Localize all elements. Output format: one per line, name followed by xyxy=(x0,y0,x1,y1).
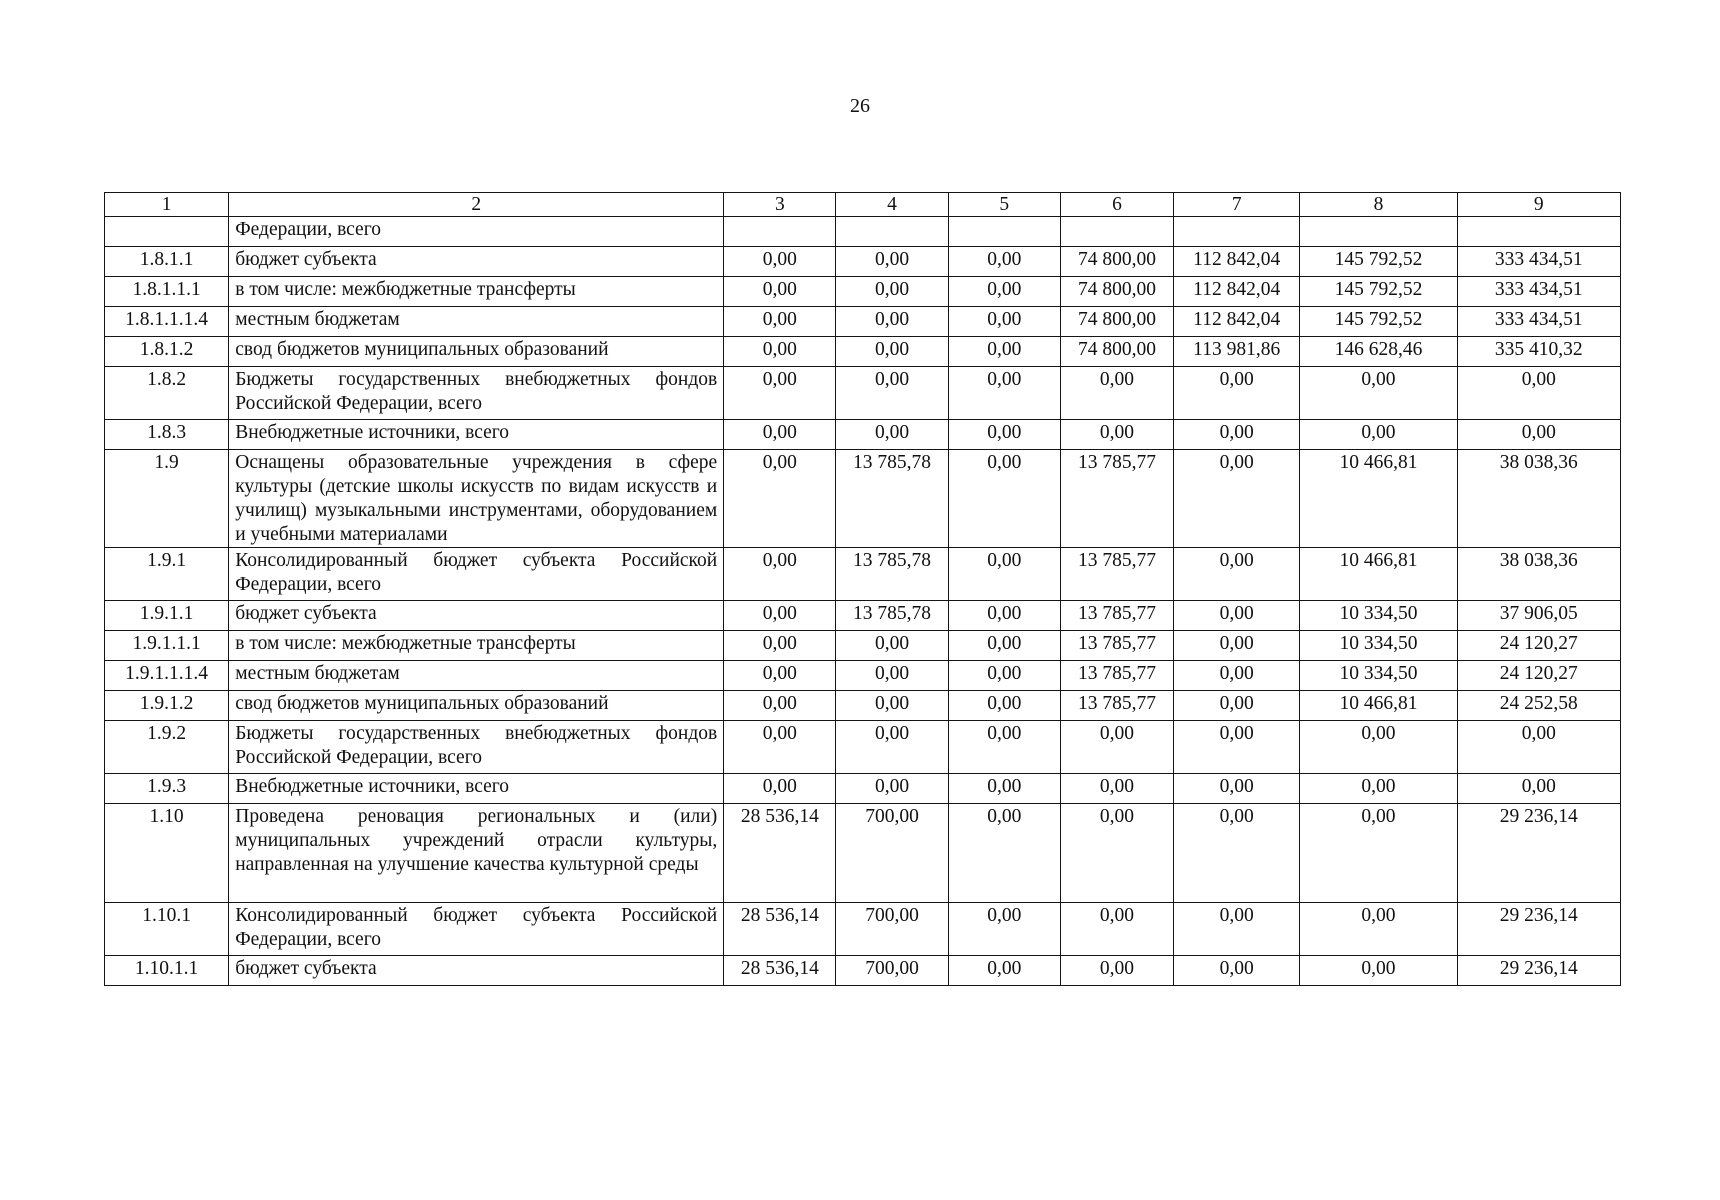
row-value: 0,00 xyxy=(1174,691,1300,721)
table-row xyxy=(105,691,1621,721)
row-value: 10 334,50 xyxy=(1300,661,1457,691)
row-code: 1.9.1.1 xyxy=(105,601,229,631)
column-number-header: 8 xyxy=(1300,193,1457,217)
row-name: в том числе: межбюджетные трансферты xyxy=(229,631,724,661)
table-row xyxy=(105,956,1621,986)
row-value: 145 792,52 xyxy=(1300,307,1457,337)
row-value: 28 536,14 xyxy=(724,903,836,956)
row-value xyxy=(1174,217,1300,247)
row-value: 335 410,32 xyxy=(1457,337,1620,367)
row-code: 1.9.1.2 xyxy=(105,691,229,721)
row-code: 1.8.1.2 xyxy=(105,337,229,367)
row-name: Проведена реновация региональных и (или) муниципальных учреждений отрасли культуры, направленная на улучшение качества культурной среды xyxy=(229,804,724,903)
row-value: 333 434,51 xyxy=(1457,307,1620,337)
row-value: 0,00 xyxy=(1174,548,1300,601)
row-name: Бюджеты государственных внебюджетных фондов Российской Федерации, всего xyxy=(229,367,724,420)
row-value: 0,00 xyxy=(948,548,1060,601)
table-row xyxy=(105,337,1621,367)
row-value: 0,00 xyxy=(1457,721,1620,774)
row-code xyxy=(105,217,229,247)
column-number-header: 3 xyxy=(724,193,836,217)
row-value: 0,00 xyxy=(948,601,1060,631)
row-value: 0,00 xyxy=(836,367,948,420)
row-name: в том числе: межбюджетные трансферты xyxy=(229,277,724,307)
row-code: 1.9.1 xyxy=(105,548,229,601)
row-value: 0,00 xyxy=(724,548,836,601)
row-value: 74 800,00 xyxy=(1060,337,1173,367)
row-value: 29 236,14 xyxy=(1457,804,1620,903)
row-code: 1.9 xyxy=(105,450,229,548)
budget-table xyxy=(104,192,1621,986)
row-code: 1.8.1.1.1 xyxy=(105,277,229,307)
row-value: 24 252,58 xyxy=(1457,691,1620,721)
row-value: 28 536,14 xyxy=(724,804,836,903)
row-value: 0,00 xyxy=(948,247,1060,277)
row-value: 146 628,46 xyxy=(1300,337,1457,367)
row-value: 13 785,77 xyxy=(1060,661,1173,691)
table-row xyxy=(105,217,1621,247)
row-value: 13 785,77 xyxy=(1060,601,1173,631)
column-number-header: 1 xyxy=(105,193,229,217)
row-value: 0,00 xyxy=(1174,661,1300,691)
table-row xyxy=(105,661,1621,691)
row-value: 10 334,50 xyxy=(1300,631,1457,661)
row-value: 13 785,78 xyxy=(836,601,948,631)
row-name: бюджет субъекта xyxy=(229,601,724,631)
row-value: 0,00 xyxy=(724,661,836,691)
row-value: 0,00 xyxy=(724,774,836,804)
row-value: 0,00 xyxy=(948,631,1060,661)
row-value: 0,00 xyxy=(724,631,836,661)
row-value xyxy=(1060,217,1173,247)
column-number-header: 5 xyxy=(948,193,1060,217)
row-value: 0,00 xyxy=(1174,631,1300,661)
row-value: 0,00 xyxy=(1174,804,1300,903)
row-name: Внебюджетные источники, всего xyxy=(229,774,724,804)
row-code: 1.9.3 xyxy=(105,774,229,804)
row-value: 24 120,27 xyxy=(1457,661,1620,691)
row-value: 0,00 xyxy=(836,337,948,367)
table-row xyxy=(105,774,1621,804)
row-value: 0,00 xyxy=(948,956,1060,986)
row-value: 0,00 xyxy=(1300,804,1457,903)
row-value: 0,00 xyxy=(724,337,836,367)
row-value: 333 434,51 xyxy=(1457,277,1620,307)
row-value: 0,00 xyxy=(1174,903,1300,956)
column-number-header: 7 xyxy=(1174,193,1300,217)
row-name: Оснащены образовательные учреждения в сфере культуры (детские школы искусств по видам искусств и училищ) музыкальными инструментами, оборудованием и учебными материалами xyxy=(229,450,724,548)
row-name: Консолидированный бюджет субъекта Российской Федерации, всего xyxy=(229,903,724,956)
row-value: 13 785,78 xyxy=(836,548,948,601)
row-value: 0,00 xyxy=(1060,367,1173,420)
row-value: 0,00 xyxy=(724,247,836,277)
row-value: 0,00 xyxy=(1300,420,1457,450)
table-row xyxy=(105,548,1621,601)
row-name: свод бюджетов муниципальных образований xyxy=(229,691,724,721)
row-value: 10 334,50 xyxy=(1300,601,1457,631)
row-value xyxy=(1457,217,1620,247)
row-code: 1.10.1 xyxy=(105,903,229,956)
row-value: 0,00 xyxy=(948,804,1060,903)
row-value: 0,00 xyxy=(724,277,836,307)
row-value: 0,00 xyxy=(724,450,836,548)
row-value: 0,00 xyxy=(1457,367,1620,420)
row-value: 0,00 xyxy=(1457,774,1620,804)
row-value: 24 120,27 xyxy=(1457,631,1620,661)
row-value: 10 466,81 xyxy=(1300,548,1457,601)
row-value: 0,00 xyxy=(836,661,948,691)
row-value xyxy=(948,217,1060,247)
row-value: 0,00 xyxy=(948,277,1060,307)
row-value: 700,00 xyxy=(836,804,948,903)
row-value: 0,00 xyxy=(724,691,836,721)
row-value: 0,00 xyxy=(948,367,1060,420)
row-name: Внебюджетные источники, всего xyxy=(229,420,724,450)
row-code: 1.8.2 xyxy=(105,367,229,420)
row-value: 333 434,51 xyxy=(1457,247,1620,277)
row-value: 0,00 xyxy=(836,721,948,774)
row-value: 0,00 xyxy=(1060,721,1173,774)
row-value: 0,00 xyxy=(948,661,1060,691)
row-value: 145 792,52 xyxy=(1300,277,1457,307)
table-row xyxy=(105,367,1621,420)
row-value: 0,00 xyxy=(836,774,948,804)
row-value: 0,00 xyxy=(1174,450,1300,548)
row-value: 0,00 xyxy=(1174,774,1300,804)
row-code: 1.8.3 xyxy=(105,420,229,450)
row-value: 38 038,36 xyxy=(1457,450,1620,548)
row-value: 0,00 xyxy=(1060,804,1173,903)
table-row xyxy=(105,420,1621,450)
row-value: 0,00 xyxy=(836,631,948,661)
row-value: 112 842,04 xyxy=(1174,307,1300,337)
row-value: 0,00 xyxy=(1457,420,1620,450)
table-row xyxy=(105,631,1621,661)
row-name: бюджет субъекта xyxy=(229,247,724,277)
table-row xyxy=(105,450,1621,548)
row-code: 1.10 xyxy=(105,804,229,903)
row-value: 0,00 xyxy=(724,721,836,774)
row-value xyxy=(1300,217,1457,247)
row-value: 0,00 xyxy=(948,307,1060,337)
column-number-header-row xyxy=(105,193,1621,217)
row-value: 0,00 xyxy=(836,307,948,337)
row-value: 0,00 xyxy=(724,307,836,337)
table-row xyxy=(105,247,1621,277)
row-value: 0,00 xyxy=(1060,903,1173,956)
row-value: 0,00 xyxy=(1060,956,1173,986)
row-name: Бюджеты государственных внебюджетных фондов Российской Федерации, всего xyxy=(229,721,724,774)
row-value: 0,00 xyxy=(1060,774,1173,804)
row-value: 13 785,77 xyxy=(1060,631,1173,661)
page-number: 26 xyxy=(850,95,870,117)
table-row xyxy=(105,277,1621,307)
row-value: 0,00 xyxy=(948,337,1060,367)
row-value: 0,00 xyxy=(948,774,1060,804)
row-value: 0,00 xyxy=(948,420,1060,450)
row-value: 0,00 xyxy=(1174,956,1300,986)
row-value: 112 842,04 xyxy=(1174,247,1300,277)
row-name: свод бюджетов муниципальных образований xyxy=(229,337,724,367)
row-value: 0,00 xyxy=(1300,367,1457,420)
row-value: 0,00 xyxy=(724,367,836,420)
row-value: 0,00 xyxy=(948,450,1060,548)
row-value: 0,00 xyxy=(1300,956,1457,986)
row-value: 0,00 xyxy=(836,277,948,307)
table-row xyxy=(105,721,1621,774)
row-value: 0,00 xyxy=(1300,721,1457,774)
row-value: 145 792,52 xyxy=(1300,247,1457,277)
row-name: Консолидированный бюджет субъекта Российской Федерации, всего xyxy=(229,548,724,601)
column-number-header: 6 xyxy=(1060,193,1173,217)
table-row xyxy=(105,601,1621,631)
row-code: 1.8.1.1 xyxy=(105,247,229,277)
table-row xyxy=(105,804,1621,903)
row-value: 700,00 xyxy=(836,903,948,956)
row-code: 1.9.1.1.1 xyxy=(105,631,229,661)
row-value: 0,00 xyxy=(948,903,1060,956)
row-value: 0,00 xyxy=(724,601,836,631)
table-body xyxy=(105,193,1621,986)
row-name: местным бюджетам xyxy=(229,307,724,337)
row-value: 700,00 xyxy=(836,956,948,986)
row-value: 0,00 xyxy=(724,420,836,450)
row-value: 0,00 xyxy=(1174,367,1300,420)
row-value: 38 038,36 xyxy=(1457,548,1620,601)
row-value: 29 236,14 xyxy=(1457,903,1620,956)
row-value: 0,00 xyxy=(1300,774,1457,804)
row-value: 0,00 xyxy=(948,721,1060,774)
row-code: 1.8.1.1.1.4 xyxy=(105,307,229,337)
row-value: 0,00 xyxy=(1060,420,1173,450)
row-value: 0,00 xyxy=(1300,903,1457,956)
row-value: 37 906,05 xyxy=(1457,601,1620,631)
row-value: 74 800,00 xyxy=(1060,277,1173,307)
row-value: 13 785,78 xyxy=(836,450,948,548)
row-value: 13 785,77 xyxy=(1060,450,1173,548)
row-value: 0,00 xyxy=(836,691,948,721)
row-value: 0,00 xyxy=(836,247,948,277)
table-row xyxy=(105,903,1621,956)
row-value: 0,00 xyxy=(836,420,948,450)
column-number-header: 4 xyxy=(836,193,948,217)
row-value: 74 800,00 xyxy=(1060,307,1173,337)
row-code: 1.9.1.1.1.4 xyxy=(105,661,229,691)
table-row xyxy=(105,307,1621,337)
row-value: 0,00 xyxy=(1174,420,1300,450)
row-value: 0,00 xyxy=(1174,721,1300,774)
column-number-header: 9 xyxy=(1457,193,1620,217)
row-value: 28 536,14 xyxy=(724,956,836,986)
row-value: 10 466,81 xyxy=(1300,691,1457,721)
row-value: 113 981,86 xyxy=(1174,337,1300,367)
row-value: 112 842,04 xyxy=(1174,277,1300,307)
row-value: 10 466,81 xyxy=(1300,450,1457,548)
row-name: бюджет субъекта xyxy=(229,956,724,986)
row-code: 1.10.1.1 xyxy=(105,956,229,986)
row-name: Федерации, всего xyxy=(229,217,724,247)
row-value: 0,00 xyxy=(948,691,1060,721)
row-code: 1.9.2 xyxy=(105,721,229,774)
row-value: 0,00 xyxy=(1174,601,1300,631)
row-value xyxy=(836,217,948,247)
row-value: 74 800,00 xyxy=(1060,247,1173,277)
row-value: 13 785,77 xyxy=(1060,691,1173,721)
row-name: местным бюджетам xyxy=(229,661,724,691)
column-number-header: 2 xyxy=(229,193,724,217)
row-value: 29 236,14 xyxy=(1457,956,1620,986)
row-value: 13 785,77 xyxy=(1060,548,1173,601)
row-value xyxy=(724,217,836,247)
